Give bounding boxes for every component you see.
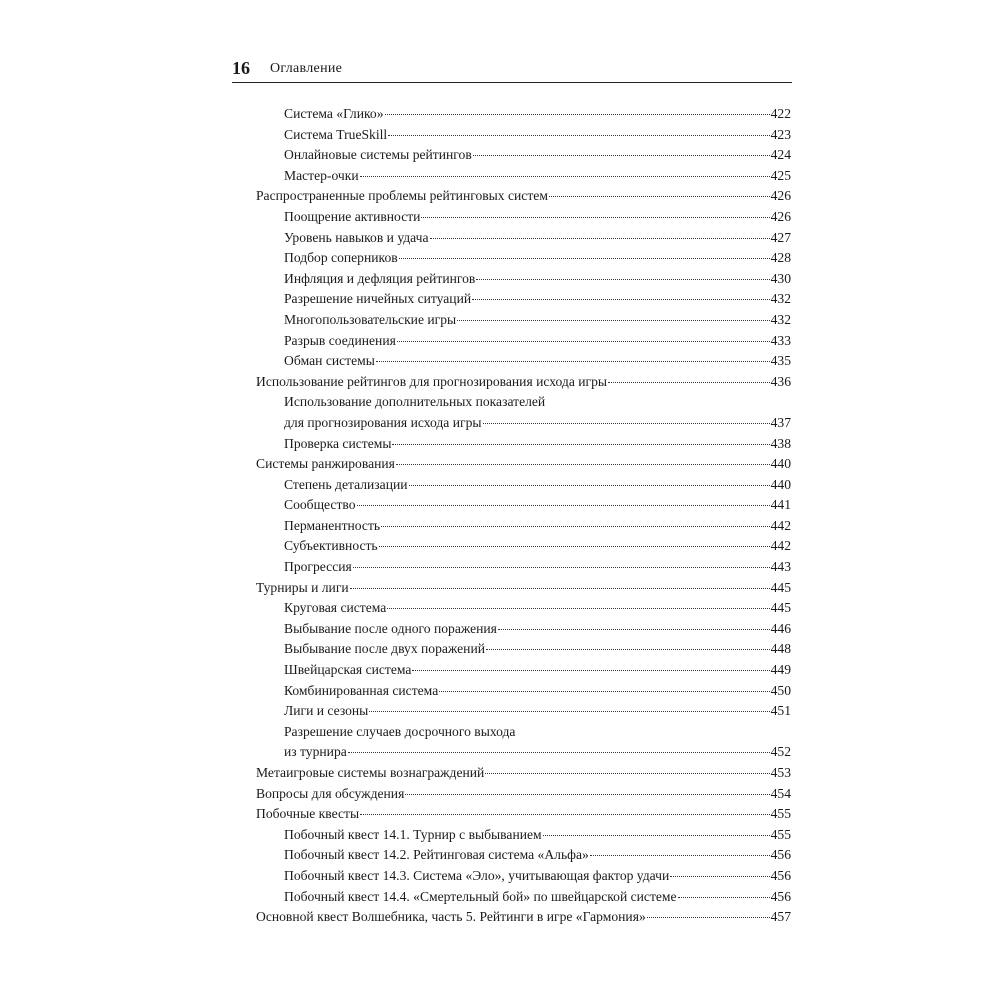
toc-entry-title: Перманентность	[284, 517, 381, 533]
toc-section-title: Метаигровые системы вознаграждений	[256, 765, 485, 780]
dot-leader	[387, 608, 769, 609]
dot-leader	[412, 670, 769, 671]
toc-entry[interactable]	[256, 639, 791, 660]
toc-section-page: 436	[770, 373, 791, 389]
toc-entry-page: 456	[770, 888, 791, 904]
toc-entry-page: 428	[770, 250, 791, 266]
toc-section-page: 445	[770, 579, 791, 595]
toc-section-page: 440	[770, 456, 791, 472]
dot-leader	[388, 135, 769, 136]
toc-section[interactable]	[256, 784, 791, 805]
toc-entry-page: 446	[770, 620, 791, 636]
toc-entry-page: 435	[770, 353, 791, 369]
running-head: Оглавление	[270, 61, 343, 76]
dot-leader	[360, 176, 770, 177]
toc-entry-page: 449	[770, 662, 791, 678]
toc-entry-page: 432	[770, 311, 791, 327]
dot-leader	[549, 196, 770, 197]
toc-section-page: 426	[770, 188, 791, 204]
page-header	[232, 56, 792, 83]
toc-entry[interactable]	[256, 104, 791, 125]
dot-leader	[485, 773, 769, 774]
toc-entry-title-line1: Разрешение случаев досрочного выхода	[284, 723, 516, 739]
dot-leader	[590, 855, 770, 856]
toc-entry-title: Выбывание после двух поражений	[284, 641, 485, 657]
toc-entry-page: 456	[770, 867, 791, 883]
toc-entry-title: Лиги и сезоны	[284, 703, 369, 719]
toc-entry-title: Прогрессия	[284, 559, 352, 575]
dot-leader	[486, 649, 770, 650]
toc-entry-title: Разрыв соединения	[284, 332, 396, 348]
dot-leader	[379, 546, 770, 547]
toc-entry-title: Швейцарская система	[284, 662, 412, 678]
toc-entry-page: 438	[770, 435, 791, 451]
toc-entry-page: 456	[770, 847, 791, 863]
toc-section[interactable]	[256, 763, 791, 784]
page-number: 16	[232, 58, 250, 78]
toc-entry-title: Побочный квест 14.1. Турнир с выбыванием	[284, 826, 542, 842]
dot-leader	[357, 505, 770, 506]
toc-entry-title: Степень детализации	[284, 476, 408, 492]
toc-entry-page: 437	[770, 414, 791, 430]
dot-leader	[430, 238, 770, 239]
toc-entry-title: Уровень навыков и удача	[284, 229, 429, 245]
toc-entry-title: Побочный квест 14.4. «Смертельный бой» по швейцарской системе	[284, 888, 677, 904]
toc-section-title: Распространенные проблемы рейтинговых систем	[256, 188, 548, 204]
toc-entry[interactable]	[256, 866, 791, 887]
toc-entry[interactable]	[256, 660, 791, 681]
dot-leader	[498, 629, 770, 630]
dot-leader	[543, 835, 770, 836]
dot-leader	[647, 917, 770, 918]
toc-entry-page: 430	[770, 270, 791, 286]
toc-entry[interactable]	[256, 228, 791, 249]
dot-leader	[376, 361, 770, 362]
toc-entry-title: Комбинированная система	[284, 682, 439, 698]
toc-section[interactable]	[256, 186, 791, 207]
toc-entry[interactable]	[256, 248, 791, 269]
toc-entry-page: 451	[770, 703, 791, 719]
toc-entry-page: 450	[770, 682, 791, 698]
dot-leader	[409, 485, 770, 486]
toc-entry-title: Многопользовательские игры	[284, 311, 457, 327]
dot-leader	[397, 341, 770, 342]
toc-entry[interactable]	[256, 516, 791, 537]
toc-section[interactable]	[256, 804, 791, 825]
toc-entry-title: Разрешение ничейных ситуаций	[284, 291, 472, 307]
toc-entry-page: 448	[770, 641, 791, 657]
dot-leader	[608, 382, 770, 383]
dot-leader	[405, 794, 769, 795]
toc-entry[interactable]	[256, 413, 791, 434]
toc-entry-title: Обман системы	[284, 353, 375, 369]
toc-section-title: Использование рейтингов для прогнозирования исхода игры	[256, 373, 608, 389]
toc-entry[interactable]	[256, 598, 791, 619]
dot-leader	[350, 588, 770, 589]
toc-entry-title: Побочный квест 14.2. Рейтинговая система «Альфа»	[284, 847, 589, 863]
toc-entry-title-line1: Использование дополнительных показателей	[284, 394, 546, 410]
toc-section[interactable]	[256, 454, 791, 475]
dot-leader	[678, 897, 770, 898]
toc-entry[interactable]	[256, 125, 791, 146]
toc-section-page: 454	[770, 785, 791, 801]
dot-leader	[392, 444, 769, 445]
toc-entry[interactable]	[256, 207, 791, 228]
dot-leader	[457, 320, 769, 321]
toc-entry[interactable]	[256, 742, 791, 763]
toc-entry-title: Выбывание после одного поражения	[284, 620, 497, 636]
toc-section[interactable]	[256, 578, 791, 599]
dot-leader	[483, 423, 770, 424]
toc-entry-page: 425	[770, 167, 791, 183]
dot-leader	[421, 217, 769, 218]
toc-entry-title: Подбор соперников	[284, 250, 398, 266]
dot-leader	[439, 691, 769, 692]
toc-entry[interactable]	[256, 825, 791, 846]
toc-entry[interactable]	[256, 701, 791, 722]
table-of-contents	[256, 104, 791, 928]
toc-entry-page: 440	[770, 476, 791, 492]
toc-entry-page: 424	[770, 147, 791, 163]
toc-entry-page: 432	[770, 291, 791, 307]
toc-entry[interactable]	[256, 845, 791, 866]
toc-entry[interactable]	[256, 681, 791, 702]
toc-entry-title: Побочный квест 14.3. Система «Эло», учитывающая фактор удачи	[284, 867, 670, 883]
toc-entry-title: Сообщество	[284, 497, 356, 513]
toc-section[interactable]	[256, 372, 791, 393]
toc-entry-page: 442	[770, 517, 791, 533]
toc-entry-page: 433	[770, 332, 791, 348]
toc-section-title: Побочные квесты	[256, 806, 360, 822]
toc-entry[interactable]	[256, 475, 791, 496]
toc-entry-page: 423	[770, 126, 791, 142]
toc-entry-title: Система TrueSkill	[284, 126, 388, 142]
dot-leader	[399, 258, 770, 259]
toc-entry-title: Круговая система	[284, 600, 387, 616]
dot-leader	[396, 464, 770, 465]
toc-entry[interactable]	[256, 536, 791, 557]
toc-entry[interactable]	[256, 331, 791, 352]
toc-entry-title: Субъективность	[284, 538, 378, 554]
toc-entry[interactable]	[256, 495, 791, 516]
toc-entry[interactable]	[256, 434, 791, 455]
toc-entry[interactable]	[256, 166, 791, 187]
toc-entry[interactable]	[256, 887, 791, 908]
dot-leader	[369, 711, 769, 712]
toc-entry[interactable]	[256, 269, 791, 290]
toc-entry[interactable]	[256, 289, 791, 310]
dot-leader	[385, 114, 770, 115]
toc-entry-title: Инфляция и дефляция рейтингов	[284, 270, 476, 286]
toc-entry-page: 455	[770, 826, 791, 842]
toc-entry-title: Мастер-очки	[284, 167, 359, 183]
dot-leader	[472, 299, 769, 300]
toc-section-page: 453	[770, 765, 791, 780]
dot-leader	[473, 155, 770, 156]
toc-section-title: Основной квест Волшебника, часть 5. Рейтинги в игре «Гармония»	[256, 909, 646, 925]
toc-entry-page: 427	[770, 229, 791, 245]
dot-leader	[360, 814, 770, 815]
toc-entry-page: 443	[770, 559, 791, 575]
toc-section[interactable]	[256, 907, 791, 928]
toc-entry-page: 426	[770, 208, 791, 224]
toc-entry[interactable]	[256, 351, 791, 372]
toc-entry[interactable]	[256, 557, 791, 578]
toc-entry-page: 442	[770, 538, 791, 554]
toc-entry-title: из турнира	[284, 744, 347, 760]
toc-entry[interactable]	[256, 310, 791, 331]
toc-entry-title: Система «Глико»	[284, 106, 384, 121]
toc-section-title: Вопросы для обсуждения	[256, 785, 405, 801]
toc-entry-title: Поощрение активности	[284, 208, 421, 224]
toc-entry-title: для прогнозирования исхода игры	[284, 414, 482, 430]
toc-entry[interactable]	[256, 619, 791, 640]
toc-section-title: Турниры и лиги	[256, 579, 349, 595]
toc-entry-page: 445	[770, 600, 791, 616]
dot-leader	[476, 279, 769, 280]
toc-entry-page: 441	[770, 497, 791, 513]
dot-leader	[381, 526, 770, 527]
toc-section-page: 455	[770, 806, 791, 822]
dot-leader	[670, 876, 769, 877]
toc-entry-title: Проверка системы	[284, 435, 392, 451]
dot-leader	[348, 752, 770, 753]
toc-entry-page: 452	[770, 744, 791, 760]
toc-section-title: Системы ранжирования	[256, 456, 395, 472]
toc-entry-title: Онлайновые системы рейтингов	[284, 147, 472, 163]
toc-entry[interactable]	[256, 145, 791, 166]
toc-section-page: 457	[770, 909, 791, 925]
toc-entry-page: 422	[770, 106, 791, 121]
dot-leader	[353, 567, 770, 568]
